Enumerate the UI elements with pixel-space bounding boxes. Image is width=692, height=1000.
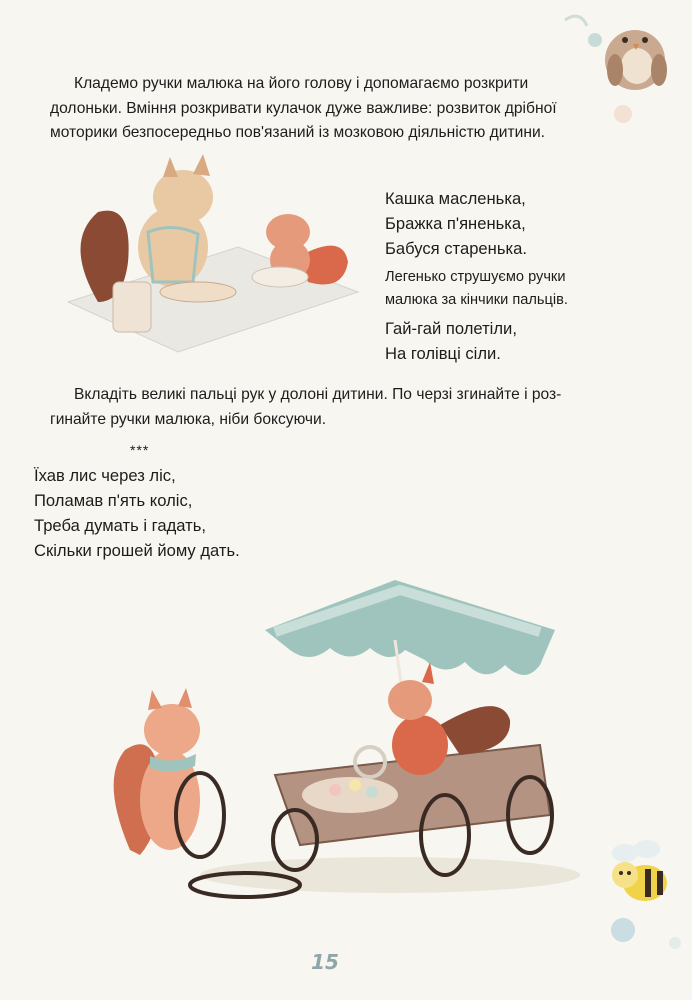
flower-decoration <box>669 937 681 949</box>
paragraph-line: Кладемо ручки малюка на його голову і допомагаємо розкрити <box>74 75 529 92</box>
owl-belly <box>621 48 653 84</box>
flower <box>366 786 378 798</box>
owl-eye <box>642 37 648 43</box>
driver-squirrel-tail <box>440 706 510 755</box>
section-separator: *** <box>130 442 150 458</box>
big-squirrel-head <box>153 170 213 224</box>
instruction-note-1 <box>385 266 568 311</box>
driver-squirrel-body <box>392 715 448 775</box>
squirrels-cooking-illustration <box>58 152 363 357</box>
rhyme-line: Скільки грошей йому дать. <box>34 541 240 560</box>
bee-stripe <box>657 871 663 895</box>
paragraph-line: долоньки. Вміння розкривати кулачок дуже важливе: розвиток дрібної <box>50 99 557 117</box>
paragraph-line: гинайте ручки малюка, ніби боксуючи. <box>50 410 327 428</box>
driver-squirrel-head <box>388 680 432 720</box>
owl-wing <box>651 54 667 86</box>
small-bowl <box>252 267 308 287</box>
bee-wing <box>634 840 660 858</box>
owl-illustration <box>555 0 692 140</box>
rhyme-line: Їхав лис через ліс, <box>34 466 176 485</box>
page-number: 15 <box>311 950 339 974</box>
paragraph-line: Вкладіть великі пальці рук у долоні дитини. По черзі згинайте і роз- <box>74 386 562 403</box>
instruction-paragraph-1 <box>50 72 612 146</box>
jug <box>113 282 151 332</box>
bee-eye <box>627 871 631 875</box>
owl-eye <box>622 37 628 43</box>
leaf-decoration <box>565 16 587 26</box>
note-line: Легенько струшуємо ручки <box>385 269 566 285</box>
bee-stripe <box>645 869 651 897</box>
flower <box>349 779 361 791</box>
squirrel-ear <box>163 157 178 177</box>
rhyme-line: Бражка п'яненька, <box>385 214 526 233</box>
rhyme-line: Поламав п'ять коліс, <box>34 491 193 510</box>
flower-decoration <box>611 918 635 942</box>
rhyme-line: Гай-гай полетіли, <box>385 319 517 338</box>
bee-wing <box>612 844 638 862</box>
rhyme-block-2 <box>385 316 517 366</box>
flower-decoration <box>614 105 632 123</box>
bee-illustration <box>595 835 692 950</box>
standing-squirrel-head <box>144 704 200 756</box>
paragraph-line: моторики безпосередньо пов'язаний із мозковою діяльністю дитини. <box>50 124 545 141</box>
owl-wing <box>607 54 623 86</box>
squirrel-ear <box>148 690 162 710</box>
rhyme-block-3 <box>34 463 240 563</box>
rhyme-line: Кашка масленька, <box>385 189 526 208</box>
instruction-paragraph-2 <box>50 383 612 432</box>
rhyme-line: Бабуся старенька. <box>385 239 527 258</box>
squirrels-wagon-illustration <box>100 570 580 910</box>
squirrel-ear <box>193 154 210 176</box>
flower-decoration <box>588 33 602 47</box>
bee-head <box>612 862 638 888</box>
bee-eye <box>619 871 623 875</box>
flower <box>329 784 341 796</box>
squirrel-ear <box>178 688 192 708</box>
rhyme-line: Треба думать і гадать, <box>34 516 206 535</box>
rhyme-line: На голівці сіли. <box>385 344 501 363</box>
note-line: малюка за кінчики пальців. <box>385 291 568 308</box>
rhyme-block-1 <box>385 186 527 261</box>
bowl <box>160 282 236 302</box>
